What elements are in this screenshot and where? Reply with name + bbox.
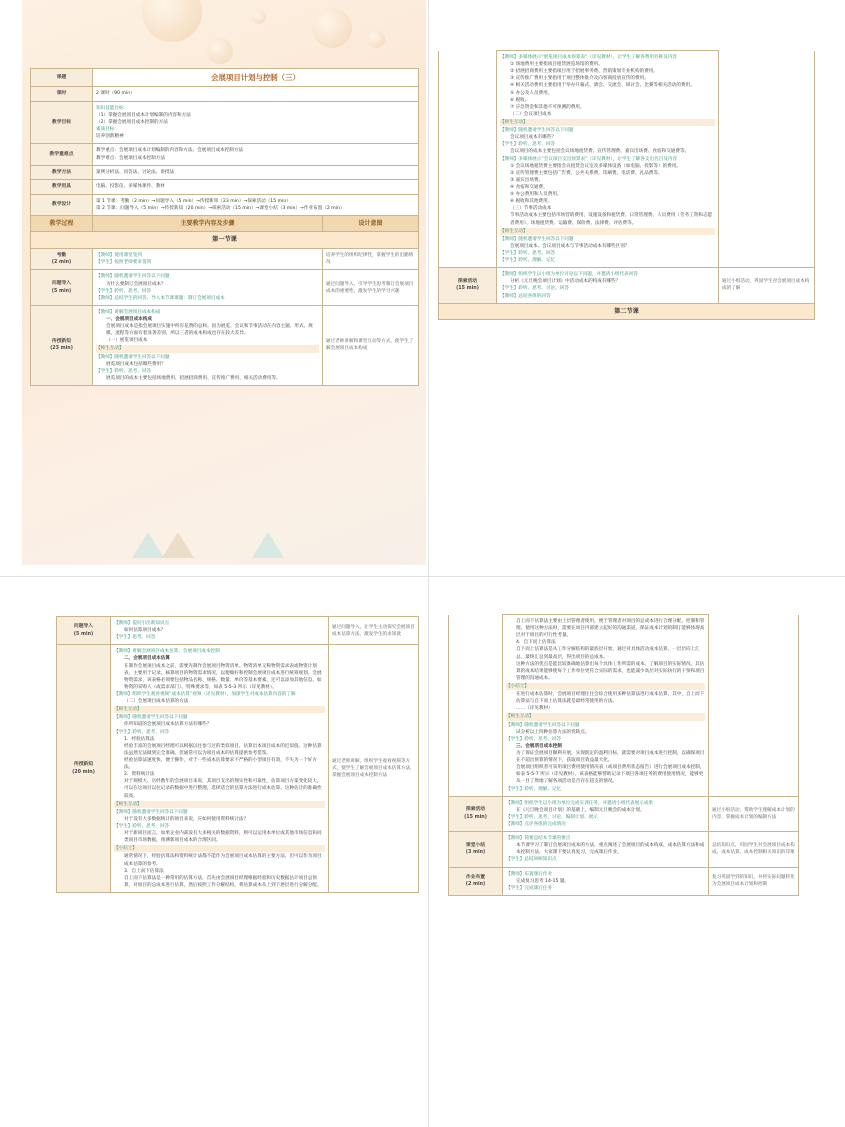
info-label: 课时 xyxy=(31,87,93,101)
content-line: 【教师】组织学生以小组为单位讨论以下问题，并邀请小组代表回答 xyxy=(500,272,638,278)
stage-label: 问题导入 (5 min) xyxy=(57,617,111,645)
info-line: 知识技能目标： xyxy=(96,105,129,111)
info-label: 教学用具 xyxy=(31,180,93,194)
content-line: 【教师】随机邀请学生回答以下问题 xyxy=(506,722,580,728)
content-line: ⑦ 应急资金和其他不可预测的费用。 xyxy=(510,104,585,110)
stage-content xyxy=(111,617,329,645)
info-value xyxy=(93,180,419,194)
content-line: ⑥ 税收。 xyxy=(510,97,530,103)
stage-content xyxy=(93,248,323,270)
decor-triangle xyxy=(132,532,164,558)
page-divider xyxy=(0,576,845,577)
content-line: 【学生】聆听、思考、回答 xyxy=(506,736,562,742)
info-value xyxy=(93,101,419,144)
content-line: 【教师】多媒体展示“展览项目成本预算表”（详见教材），让学生了解各费用名称及内容 xyxy=(500,55,678,60)
content-line: 【教师】讲解会展项目成本构成 xyxy=(96,309,161,315)
content-line: 如何估算项目成本？ xyxy=(124,628,166,634)
header-intent: 设计意图 xyxy=(323,215,419,231)
info-line: （1）掌握会展项目成本计划编制的内容和方法 xyxy=(96,113,191,118)
content-line: 【教师】组织学生观看视频“成本估算”视频（详见教材），加深学生对成本估算内容的了解 xyxy=(114,691,296,697)
content-line: 【教师】随机邀请学生回答以下问题 xyxy=(96,274,170,280)
content-line: ① 会议场地租赁费主要指会议租赁会议室及多媒体设备（如电脑、投影等）的费用。 xyxy=(510,163,681,169)
content-line: 试分析以上四种估算方法的优缺点。 xyxy=(516,729,590,735)
content-line: 经验丰富的会展项目经理可以根据以往参与过的类似项目，估算出本项目成本的近似值。这种估算法虽然无法做到完全准确，但通常可以为项目成本的估算提供参考借鉴。 xyxy=(124,743,322,756)
lesson-plan-table-4 xyxy=(448,614,798,896)
stage-label: 传授新知 (20 min) xyxy=(57,645,111,893)
content-line: 在制作会展项目成本之前，需要先制作会展项目物资清单。物资清单又称物资需求表或物资计划表，主要用于记录、核算项目的物资需求情况，以便做好和控制会展项目成本进行统筹规划。会展物资需求，该表格必须要包括物品名称、规格、数量、单价等基本要素，还可以添加其他信息，如物资的采购人（或需求部门）、特殊要求等，如表 5-5-3 所示（详见教材）。 xyxy=(124,663,322,690)
content-line: （二）会议项目成本 xyxy=(510,111,552,117)
content-line: 展览项目的成本主要包括场地费用、招展招商费用、宣传推广费用、相关活动费用等。 xyxy=(106,375,281,381)
content-line: 会议项目的成本主要包括会议场地租赁费、宣传管理费、嘉宾出场费、食宿和交通费等。 xyxy=(510,149,690,155)
info-value xyxy=(93,194,419,215)
content-line: 会展项目组织者可采用项目费用使用情况表（或项目费用状态报告）进行会展项目成本控制，如表 5-5-7 所示（详见教材）。该表格能够帮助记录下项目各项任务的费用使用情况，能够更从一目了然地了解各项活动是否存在超支的情况。 xyxy=(516,765,705,785)
content-line: 【学生】聆听、思考、回答 xyxy=(96,288,152,294)
content-line: 【学生】完成课后任务 xyxy=(506,885,552,891)
content-line: 会展项目成本是指会展项目实施中所有花费的总和。因为展览、会议和节事活动在内容主题、形式、规模、流程等方面有着显著差别，所以三者的成本构成也存在较大差异。 xyxy=(106,324,313,337)
content-line: 一、会展项目成本构成 xyxy=(106,317,152,323)
content-line: 【学生】总结回顾知识点 xyxy=(506,857,557,863)
content-line: 本节课学习了制订会展项目成本的方法，重点阐述了会展项目的成本构成、成本估算方法和成本控制方法。大家课下要认真复习，完成课后作业。 xyxy=(516,843,705,856)
content-line: 【教师】布置课后作业 xyxy=(506,871,552,877)
decor-bubble xyxy=(367,30,385,48)
content-line: 这种方法的优点是能比较准确地估算出每个具体工作所需的成本，了解项目的实际情况。其估算的成本结果能够使每个工作单位更符合实际的需求，也能减少高层对实际执行的干预和项目管理的沟通成本。 xyxy=(516,661,705,681)
content-line: 2．资料统计法 xyxy=(124,772,155,778)
decor-triangle xyxy=(252,532,284,558)
content-line: 【教师】点评各组的完成情况 xyxy=(506,821,566,827)
content-line: 1．经验估算法 xyxy=(124,736,155,742)
info-line: 电脑、投影仪、多媒体课件、教材 xyxy=(96,184,165,190)
content-line: ⑤ 办公费用和人员费用。 xyxy=(510,192,562,198)
info-label: 教学设计 xyxy=(31,194,93,215)
stage-label: 问题导入 (5 min) xyxy=(31,270,93,305)
info-line: 素质目标： xyxy=(96,127,119,133)
page-3 xyxy=(22,590,426,1110)
content-line: 在《元旦晚会项目计划》的基础上，编制元旦晚会的成本计划。 xyxy=(516,807,645,813)
content-line: 【小结士】 xyxy=(114,845,325,852)
content-line: 会议项目成本有哪些？ xyxy=(510,135,556,141)
content-line: ……（详见教材） xyxy=(516,706,553,712)
content-line: 节事活动成本主要包括市场营销费用、设施设备和租赁费、日常管理费、人员费用（劳务工资和志愿者费用）、场地租赁费、运输费、保险费、法律费、评估费等。 xyxy=(510,213,713,226)
content-line: 【师生互动】 xyxy=(114,801,325,808)
info-line: 培养创新精神 xyxy=(96,134,124,140)
lesson-plan-table-2 xyxy=(438,50,814,320)
design-intent: 复习巩固学到的知识，并将实际问题转化为会展项目成本计划和控制 xyxy=(709,867,799,895)
info-label: 教学方法 xyxy=(31,165,93,179)
stage-label: 探索活动 (15 min) xyxy=(439,268,497,303)
stage-content xyxy=(497,268,719,303)
content-line: 通常情况下，经验估算法和资料统计法都不能作为会展项目成本估算的主要方法，但可以作为项目成本估算的参考。 xyxy=(124,854,322,867)
content-line: 【教师】组织学生以小组为单位完成实训任务，并邀请小组代表展示成果 xyxy=(506,800,654,806)
stage-content xyxy=(93,305,323,385)
info-line: （2）掌握会展项目成本控制的方法 xyxy=(96,120,168,126)
page-1 xyxy=(22,0,426,565)
content-line: 【学生】聆听、理解、记忆 xyxy=(506,786,562,792)
content-line: 在进行成本估算时，会展项目经理往往会综合使用多种估算法进行成本估算，其中，自上而下估算法与自下而上估算法就是最经常使用的方法。 xyxy=(516,692,705,705)
content-line: 【教师】简要总结本节课的要点 xyxy=(506,836,571,842)
section-title: 第一节课 xyxy=(31,232,419,249)
info-label: 教学重难点 xyxy=(31,144,93,165)
content-line: 自上而下估算法是一种常用的估算方法，首先由会展项目经理根据经验和历史数据估计项目总预算，对项目的总成本进行估算，然后按照工作分解结构，将估算成本从上到下逐层进行分解分配。 xyxy=(124,875,322,888)
content-line: 【学生】聆听、理解、记忆 xyxy=(500,258,556,264)
page-divider xyxy=(428,0,429,1127)
lesson-plan-table-1 xyxy=(30,68,418,386)
info-line: 第 1 节课：考勤（2 min）→问题导入（5 min）→传授新知（23 min）→探索活动（15 min） xyxy=(96,198,291,204)
content-line: 【教师】随机邀请学生回答以下问题 xyxy=(114,809,188,815)
stage-content xyxy=(93,270,323,305)
content-line: 【学生】聆听、思考、回答 xyxy=(500,142,556,148)
page-4 xyxy=(430,590,822,1110)
design-intent: 通过小组活动，巩固学生对会展项目成本构成的了解 xyxy=(719,268,815,303)
design-intent: 通过问题导入，让学生主动探究会展项目成本估算方法，激发学生的求知欲 xyxy=(329,617,419,645)
info-line: 案例分析法、问答法、讨论法、讲授法 xyxy=(96,169,175,175)
content-line: ④ 相关活动费用主要指用于举办开幕式、酒会、交流会、研讨会、比赛等相关活动的费用。 xyxy=(510,83,695,89)
content-line: 【教师】总结学生的回答，导入本节课课题：制订会展项目成本 xyxy=(96,295,225,301)
info-line: 第 2 节课：问题导入（5 min）→传授新知（20 min）→探索活动（15 min）→课堂小结（3 min）→作业布置（2 min） xyxy=(96,205,345,211)
content-line: 【教师】随机邀请学生回答以下问题 xyxy=(114,715,188,721)
content-line: ④ 食宿和交通费。 xyxy=(510,184,548,190)
content-line: ① 场地费用主要指项目租赁展览场馆的费用。 xyxy=(510,62,603,68)
stage-content xyxy=(503,867,709,895)
content-line: 【学生】思考、回答 xyxy=(114,635,156,641)
content-line: 会展项目成本、会议项目成本与节事活动成本有哪些区别？ xyxy=(510,243,630,249)
content-line: 【师生互动】 xyxy=(506,713,705,720)
content-line: 【教师】随机邀请学生回答以下问题 xyxy=(500,128,574,134)
info-label: 教学目标 xyxy=(31,101,93,144)
content-line: 自下而上估算法是从工作分解结构的最底层开始，通过对具体活动成本估算，一层层向上汇总，最终汇总到最高层，得出项目的总成本。 xyxy=(516,647,700,660)
decor-bubble xyxy=(142,0,202,42)
content-line: 为了保证会展项目顺利开展，实现既定的盈利目标，就需要对项目成本进行控制，以确保项目在不超出预算的情况下，获取项目效益最大化。 xyxy=(516,750,705,764)
decor-triangle xyxy=(162,532,194,558)
info-value xyxy=(93,87,419,101)
content-line: 【教师】使用课堂签到 xyxy=(96,252,142,258)
design-intent: 通过老师讲解和课堂互动等方式，使学生了解会展项目成本构成 xyxy=(323,305,419,385)
content-line: 经验估算法速度快、便于操作，对于一些成本估算要求不严格的小型项目有效，不失为一个好方法。 xyxy=(124,757,317,771)
content-cell xyxy=(497,51,719,268)
info-line: 教学重点：会展项目成本计划编制的内容和方法、会展项目成本控制方法 xyxy=(96,148,244,154)
content-line: 4．自下而上估算法 xyxy=(516,640,556,646)
design-intent: 通过老师讲解，组织学生观看视频等方式，使学生了解会展项目成本估算方法，掌握会展项目成本控制方法 xyxy=(329,645,419,893)
content-line: 对于新项目而言，如果企业内部没有大多相关的数据资料，则可以运用本单位或其他市场信息和同类项目市场数据，预测新项目成本的合理区间。 xyxy=(124,831,322,844)
design-intent: 通过问题导入，引导学生思考制订会展项目成本的重要性，激发学生的学习兴趣 xyxy=(323,270,419,305)
content-line: 【教师】随机邀请学生回答以下问题 xyxy=(500,236,574,242)
content-line: 【小结士】 xyxy=(506,683,705,690)
design-intent: 培养学生的组织纪律性，掌握学生的出勤情况 xyxy=(323,248,419,270)
content-line: （二）会展项目成本估算的方法 xyxy=(124,699,189,705)
content-line: 【师生互动】 xyxy=(500,119,715,126)
content-line: 【教师】总结各组的回答 xyxy=(500,293,551,299)
content-line: 二、会展项目成本估算 xyxy=(124,656,170,662)
content-line: 【师生互动】 xyxy=(114,706,325,713)
content-line: 【学生】聆听、思考、讨论、编制计划、展示 xyxy=(506,814,598,820)
content-line: ⑥ 税收和其他费用。 xyxy=(510,199,553,205)
title-label: 课题 xyxy=(31,69,93,87)
info-value xyxy=(93,165,419,179)
info-line: 教学难点：会展项目成本控制方法 xyxy=(96,155,165,161)
content-line: 【教师】随机邀请学生回答以下问题 xyxy=(96,354,170,360)
decor-bubble xyxy=(252,10,266,24)
content-line: 你所知道的会展项目成本估算方法有哪些？ xyxy=(124,722,212,728)
section-title: 第二节课 xyxy=(439,303,815,320)
content-line: 【学生】聆听、思考、回答 xyxy=(96,368,152,374)
page-2 xyxy=(430,0,822,565)
content-line: 分析《元旦晚会项目计划》中活动成本的构成有哪些？ xyxy=(510,279,621,285)
content-line: ② 宣传管理费主要包括广告费、公共关系费、印刷费、电话费、礼品费等。 xyxy=(510,170,663,176)
content-line: ③ 嘉宾出场费。 xyxy=(510,177,544,183)
content-line: 完成复习思考 14-15 题。 xyxy=(516,878,570,884)
content-line: ③ 宣传推广费用主要指用于项目整体推介及向客商投放宣传的费用。 xyxy=(510,76,649,82)
content-line: 为什么要制订会展项目成本？ xyxy=(106,281,166,287)
content-line: 对于规模大、历经数年的会展项目来说，其项目支出的翔实性和可靠性，估算项目方案变化较大，可以在这项目以往记录的数据中进行整理，选择适合的估算方法进行成本估算。这种估计的准确性较高。 xyxy=(124,779,322,799)
info-value xyxy=(93,144,419,165)
lesson-title: 会展项目计划与控制（三） xyxy=(93,69,419,87)
content-line: 三、会展项目成本控制 xyxy=(516,743,562,749)
content-line: （三）节事活动成本 xyxy=(510,206,552,212)
design-intent: 总结知识点，巩固学生对会展项目成本构成、成本估算、成本控制相关知识的印象 xyxy=(709,832,799,867)
stage-label: 探索活动 (15 min) xyxy=(449,796,503,831)
content-line: 3．自上而下估算法 xyxy=(124,868,164,874)
content-line: 【学生】聆听、思考、回答 xyxy=(500,250,556,256)
content-line: 【教师】提问引出新知识点 xyxy=(114,621,170,626)
stage-label: 课堂小结 (3 min) xyxy=(449,832,503,867)
content-line: 【师生互动】 xyxy=(500,228,715,235)
info-line: 2 课时（90 min） xyxy=(96,91,135,97)
lesson-plan-table-3 xyxy=(56,616,418,893)
content-line: 【学生】聆听、思考、讨论、回答 xyxy=(500,286,569,292)
stage-label: 考勤 (2 min) xyxy=(31,248,93,270)
header-content: 主要教学内容及步骤 xyxy=(93,215,323,231)
stage-content xyxy=(503,796,709,831)
decor-bubble xyxy=(207,38,233,64)
stage-label: 作业布置 (2 min) xyxy=(449,867,503,895)
stage-content xyxy=(503,832,709,867)
stage-label: 传授新知 (23 min) xyxy=(31,305,93,385)
content-line: 对于没有大多数据统计的项目来说，应如何使用资料统计法？ xyxy=(124,816,249,822)
decor-bubble xyxy=(312,8,352,48)
header-process: 教学过程 xyxy=(31,215,93,231)
stage-content xyxy=(111,645,329,893)
content-line: 【学生】按照老师要求签到 xyxy=(96,259,152,265)
content-cell xyxy=(503,615,709,797)
content-line: 【学生】聆听、思考、回答 xyxy=(114,823,170,829)
content-line: 展览项目成本包括哪些费用？ xyxy=(106,361,166,367)
content-line: 自上而下估算法主要由上层管理者使用，便于管理者对项目的总成本进行合理分配、控制和管理。使用这种方法时，需要在项目内部建立起好的沟通渠道，保证成本计划的制订能够体现高层对于项目的可行性考量。 xyxy=(516,619,705,639)
content-line: 【教师】讲解会展项目成本估算、会展项目成本控制 xyxy=(114,649,220,655)
content-line: 【学生】聆听、思考、回答 xyxy=(114,729,170,735)
content-line: 【师生互动】 xyxy=(96,345,319,352)
design-intent: 通过小组活动，帮助学生理解成本计划的内容、掌握成本计划的编制方法 xyxy=(709,796,799,831)
content-line: 【教师】多媒体展示“会议项目支出预算表”（详见教材），让学生了解各支出名目及内容 xyxy=(500,156,678,162)
content-line: （一）展览项目成本 xyxy=(106,338,148,344)
content-line: ② 招展招商费用主要指项目用于招展事务费、营销策划专业机构的费用。 xyxy=(510,69,658,75)
content-line: ⑤ 办公及人员费用。 xyxy=(510,90,553,96)
